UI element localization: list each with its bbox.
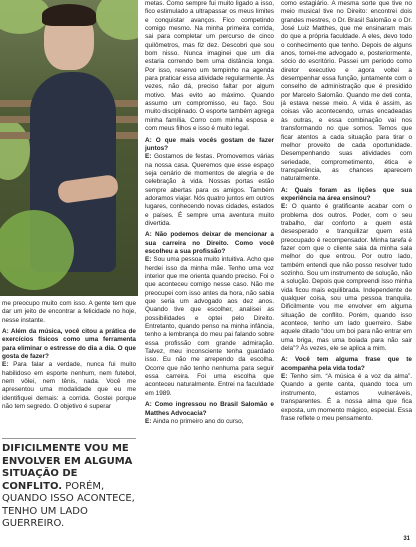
question: A: Você tem alguma frase que te acompanha pela vida toda?	[281, 356, 412, 372]
col3-paragraph: como estagiário. A mesma sorte que tive no meio musical tive no Direito: encontrei dois grandes mestres, o Dr. Brasil Salomão e o Dr. José Luiz Matthes, que me ensinaram mais do que a própria faculdade. A eles, devo todo o conhecimento que tenho. Depois de alguns anos, tornei-me advogado e, posteriormente, sócio do escritório. Passei um período como diretor executivo e agora voltei a desempenhar essa função, juntamente com o conselho de administração que é presidido por Marcelo Salomão. Quando me deti conta, já estava nesse meio. A vida é assim, as coisas vão acontecendo, umas encadeadas às outras, e essa combinação vai nos transformando no que somos. Temos que ficar atentos a cada situação para tirar o melhor proveito de cada oportunidade. Desempenhando suas atividades com seriedade, comprometimento, ética e transparência, as chances aparecem naturalmente.	[281, 0, 412, 183]
answer: E: Gostamos de festas. Promovemos várias na nossa casa. Queremos que esse espaço seja cenário de momentos de alegria e de celebração à vida. Nossas portas estão sempre abertas para os amigos. Também adoramos viajar. Nós quatro juntos em outros lugares, conhecendo novas cidades, estados e países. É sempre uma aventura muito divertida.	[145, 153, 274, 227]
question: A: Além da música, você citou a prática de exercícios físicos como uma ferramenta para eliminar o estresse do dia a dia. O que gosta de fazer?	[2, 328, 136, 361]
column-1	[2, 300, 136, 411]
answer: E: Tenho sim. “A música é a voz da alma”. Quando a gente canta, quando toca um instrumento, estamos vulneráveis, transparentes. É a nossa alma que fica exposta, um momento mágico, especial. Essa frase reflete o meu pensamento.	[281, 373, 412, 422]
col1-paragraph: me preocupo muito com isso. A gente tem que dar um jeito de encontrar a felicidade no hoje, nesse instante.	[2, 300, 136, 324]
answer: E: Ainda no primeiro ano do curso,	[145, 417, 244, 425]
page-number: 31	[403, 536, 410, 542]
question: A: Como ingressou no Brasil Salomão e Matthes Advocacia?	[145, 401, 274, 417]
column-3	[281, 0, 412, 423]
answer: E: Para falar a verdade, nunca fui muito habilidoso em esporte nenhum, nem futebol, nem vôlei, nem tênis, nada. Você me apresentou uma modalidade que eu me identifiquei demais: a corrida. Gostei porque não tem segredo. O objetivo é superar	[2, 361, 136, 411]
answer: E: O quanto é gratificante acabar com o problema dos outros. Poder, com o seu trabalho, dar conforto a quem está desesperado e tranquilizar quem está preocupado é recompensador. Minha tarefa é fazer com que o cliente saia da minha sala melhor do que entrou. Por outro lado, também entendi que não posso resolver tudo sozinho. Sou um instrumento de solução, não a solução. Depois que compreendi isso minha vida ficou mais equilibrada. Independente de qualquer coisa, sou uma pessoa tranquila. Dificilmente vou me envolver em alguma situação de conflito. Porém, quando isso acontece, tenho um lado guerreiro. Sabe aquele ditado “dou um boi para não entrar em uma briga, mas uma boiada para não sair dela”? Às vezes, ele se aplica a mim.	[281, 203, 412, 353]
pull-quote-strong: DIFICILMENTE VOU ME ENVOLVER EM ALGUMA SITUAÇÃO DE CONFLITO.	[2, 443, 133, 492]
question: A: Não podemos deixar de mencionar a sua carreira no Direito. Como você escolheu a sua profissão?	[145, 231, 274, 255]
question: A: O que mais vocês gostam de fazer juntos?	[145, 136, 274, 152]
column-2	[145, 0, 274, 426]
pullquote-divider	[2, 438, 136, 439]
portrait-photo	[0, 0, 138, 296]
pull-quote	[2, 443, 136, 531]
answer: E: Sou uma pessoa muito intuitiva. Acho que herdei isso da minha mãe. Tenho uma voz interior que me orienta quando preciso. Foi o que aconteceu comigo nesse caso. Não me preocupei com isso antes da hora, não sabia que seria um advogado aos dez anos. Quando tive que escolher, analisei as possibilidades e optei pelo Direito. Entretanto, quando penso na minha infância, tenho a lembrança do meu pai falando sobre essa profissão com grande admiração. Talvez, meu inconsciente tenha guardado isso. Eu não me arrependo da escolha. Ocorre que não tenho nenhuma para seguir essa carreira. Foi uma escolha que aconteceu naturalmente. Entrei na faculdade em 1989.	[145, 256, 274, 397]
pull-quote-light: PORÉM, QUANDO ISSO ACONTECE, TENHO UM LADO GUERREIRO.	[2, 480, 135, 529]
question: A: Quais foram as lições que sua experiência na área ensinou?	[281, 186, 412, 202]
col2-paragraph: metas. Como sempre fui muito ligado a isso, fico estimulado a ultrapassar os meus limites e conquistar avanços. Fico competindo comigo mesmo. Na minha primeira corrida, sai para completar um percurso de cinco quilômetros, mas fiz dez. Descobri que sou bom nisso. Nunca imaginei que um dia estaria correndo bem uma distância longa. Por isso, reservo um tempinho na agenda para praticar essa atividade regularmente. Às vezes, não dá, preciso faltar por algum motivo. Mas evito ao máximo. Quando assumo um compromisso, eu faço. Sou muito disciplinado. O esporte também agrega minha família. Corro com minha esposa e com meus filhos e isso é muito legal.	[145, 0, 274, 133]
